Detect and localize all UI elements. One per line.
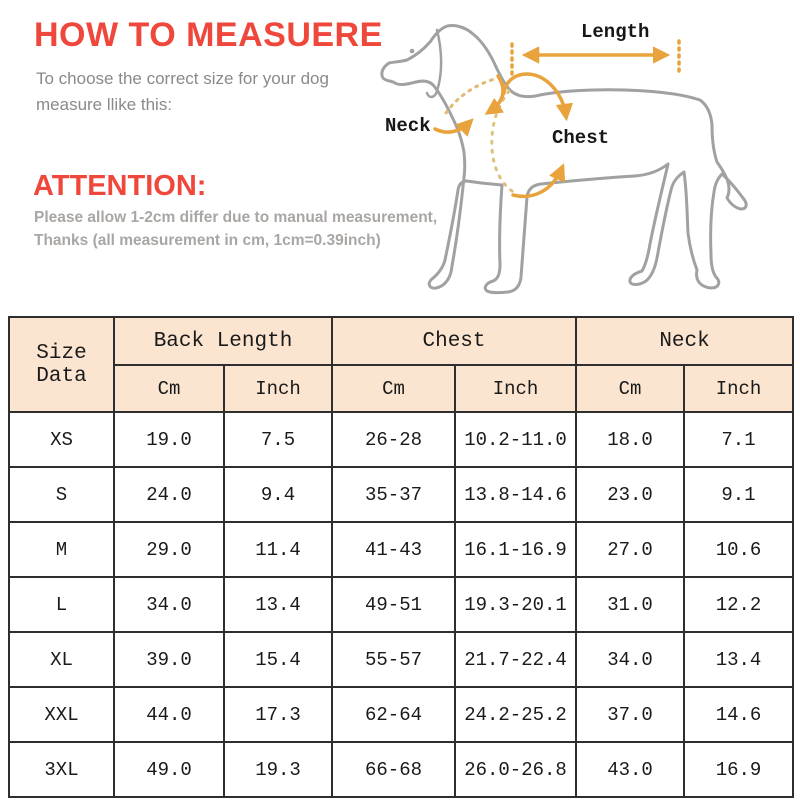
table-cell: 26.0-26.8 xyxy=(455,742,576,797)
table-cell: 21.7-22.4 xyxy=(455,632,576,687)
table-cell: 10.2-11.0 xyxy=(455,412,576,467)
neck-label: Neck xyxy=(385,115,431,137)
unit-header: Inch xyxy=(224,365,332,412)
table-cell: 7.5 xyxy=(224,412,332,467)
neck-arrow-small xyxy=(435,122,470,132)
table-group-header-row xyxy=(9,317,793,365)
table-cell: 41-43 xyxy=(332,522,455,577)
size-chart-table xyxy=(8,316,794,798)
table-cell: 16.1-16.9 xyxy=(455,522,576,577)
length-label: Length xyxy=(581,21,650,43)
table-row xyxy=(9,632,793,687)
table-row xyxy=(9,412,793,467)
dog-diagram-svg xyxy=(360,0,800,312)
attention-heading: ATTENTION: xyxy=(33,170,207,202)
table-cell: 16.9 xyxy=(684,742,793,797)
unit-header: Inch xyxy=(684,365,793,412)
dog-outline xyxy=(382,26,746,293)
table-cell: 24.0 xyxy=(114,467,224,522)
table-cell: 14.6 xyxy=(684,687,793,742)
group-header-back-length: Back Length xyxy=(114,317,332,365)
table-cell: 39.0 xyxy=(114,632,224,687)
table-row xyxy=(9,742,793,797)
table-cell: 44.0 xyxy=(114,687,224,742)
table-cell: 18.0 xyxy=(576,412,684,467)
table-cell: 66-68 xyxy=(332,742,455,797)
table-cell: 34.0 xyxy=(576,632,684,687)
table-cell: 15.4 xyxy=(224,632,332,687)
size-cell: XL xyxy=(9,632,114,687)
table-cell: 37.0 xyxy=(576,687,684,742)
table-cell: 19.3-20.1 xyxy=(455,577,576,632)
table-cell: 29.0 xyxy=(114,522,224,577)
table-cell: 11.4 xyxy=(224,522,332,577)
size-cell: L xyxy=(9,577,114,632)
table-cell: 35-37 xyxy=(332,467,455,522)
table-cell: 17.3 xyxy=(224,687,332,742)
subtitle xyxy=(36,66,329,117)
unit-header: Cm xyxy=(332,365,455,412)
subtitle-line1: To choose the correct size for your dog xyxy=(36,69,329,88)
table-row xyxy=(9,522,793,577)
table-row xyxy=(9,687,793,742)
size-cell: 3XL xyxy=(9,742,114,797)
table-cell: 7.1 xyxy=(684,412,793,467)
table-cell: 27.0 xyxy=(576,522,684,577)
table-cell: 12.2 xyxy=(684,577,793,632)
table-cell: 19.3 xyxy=(224,742,332,797)
size-cell: XXL xyxy=(9,687,114,742)
table-cell: 24.2-25.2 xyxy=(455,687,576,742)
table-cell: 23.0 xyxy=(576,467,684,522)
table-cell: 9.4 xyxy=(224,467,332,522)
table-cell: 9.1 xyxy=(684,467,793,522)
group-header-neck: Neck xyxy=(576,317,793,365)
neck-dotted-line xyxy=(446,78,498,113)
table-cell: 13.4 xyxy=(224,577,332,632)
attention-line1: Please allow 1-2cm differ due to manual measurement, xyxy=(34,209,438,226)
group-header-chest: Chest xyxy=(332,317,576,365)
table-cell: 13.8-14.6 xyxy=(455,467,576,522)
dog-eye xyxy=(410,49,415,54)
size-cell: M xyxy=(9,522,114,577)
chest-label: Chest xyxy=(552,127,610,149)
corner-cell-size-data: Size Data xyxy=(9,317,114,412)
table-cell: 62-64 xyxy=(332,687,455,742)
table-unit-header-row xyxy=(9,365,793,412)
table-row xyxy=(9,577,793,632)
table-cell: 31.0 xyxy=(576,577,684,632)
unit-header: Inch xyxy=(455,365,576,412)
subtitle-line2: measure llike this: xyxy=(36,94,173,114)
attention-line2: Thanks (all measurement in cm, 1cm=0.39inch) xyxy=(34,232,381,250)
unit-header: Cm xyxy=(114,365,224,412)
table-cell: 49-51 xyxy=(332,577,455,632)
table-cell: 19.0 xyxy=(114,412,224,467)
table-cell: 13.4 xyxy=(684,632,793,687)
page-title: HOW TO MEASUERE xyxy=(34,16,383,54)
table-row xyxy=(9,467,793,522)
table-cell: 49.0 xyxy=(114,742,224,797)
table-cell: 26-28 xyxy=(332,412,455,467)
size-cell: S xyxy=(9,467,114,522)
size-cell: XS xyxy=(9,412,114,467)
unit-header: Cm xyxy=(576,365,684,412)
table-cell: 55-57 xyxy=(332,632,455,687)
dog-measurement-diagram xyxy=(360,0,800,312)
table-cell: 43.0 xyxy=(576,742,684,797)
table-cell: 10.6 xyxy=(684,522,793,577)
table-cell: 34.0 xyxy=(114,577,224,632)
chest-arrow-bottom xyxy=(513,168,562,196)
